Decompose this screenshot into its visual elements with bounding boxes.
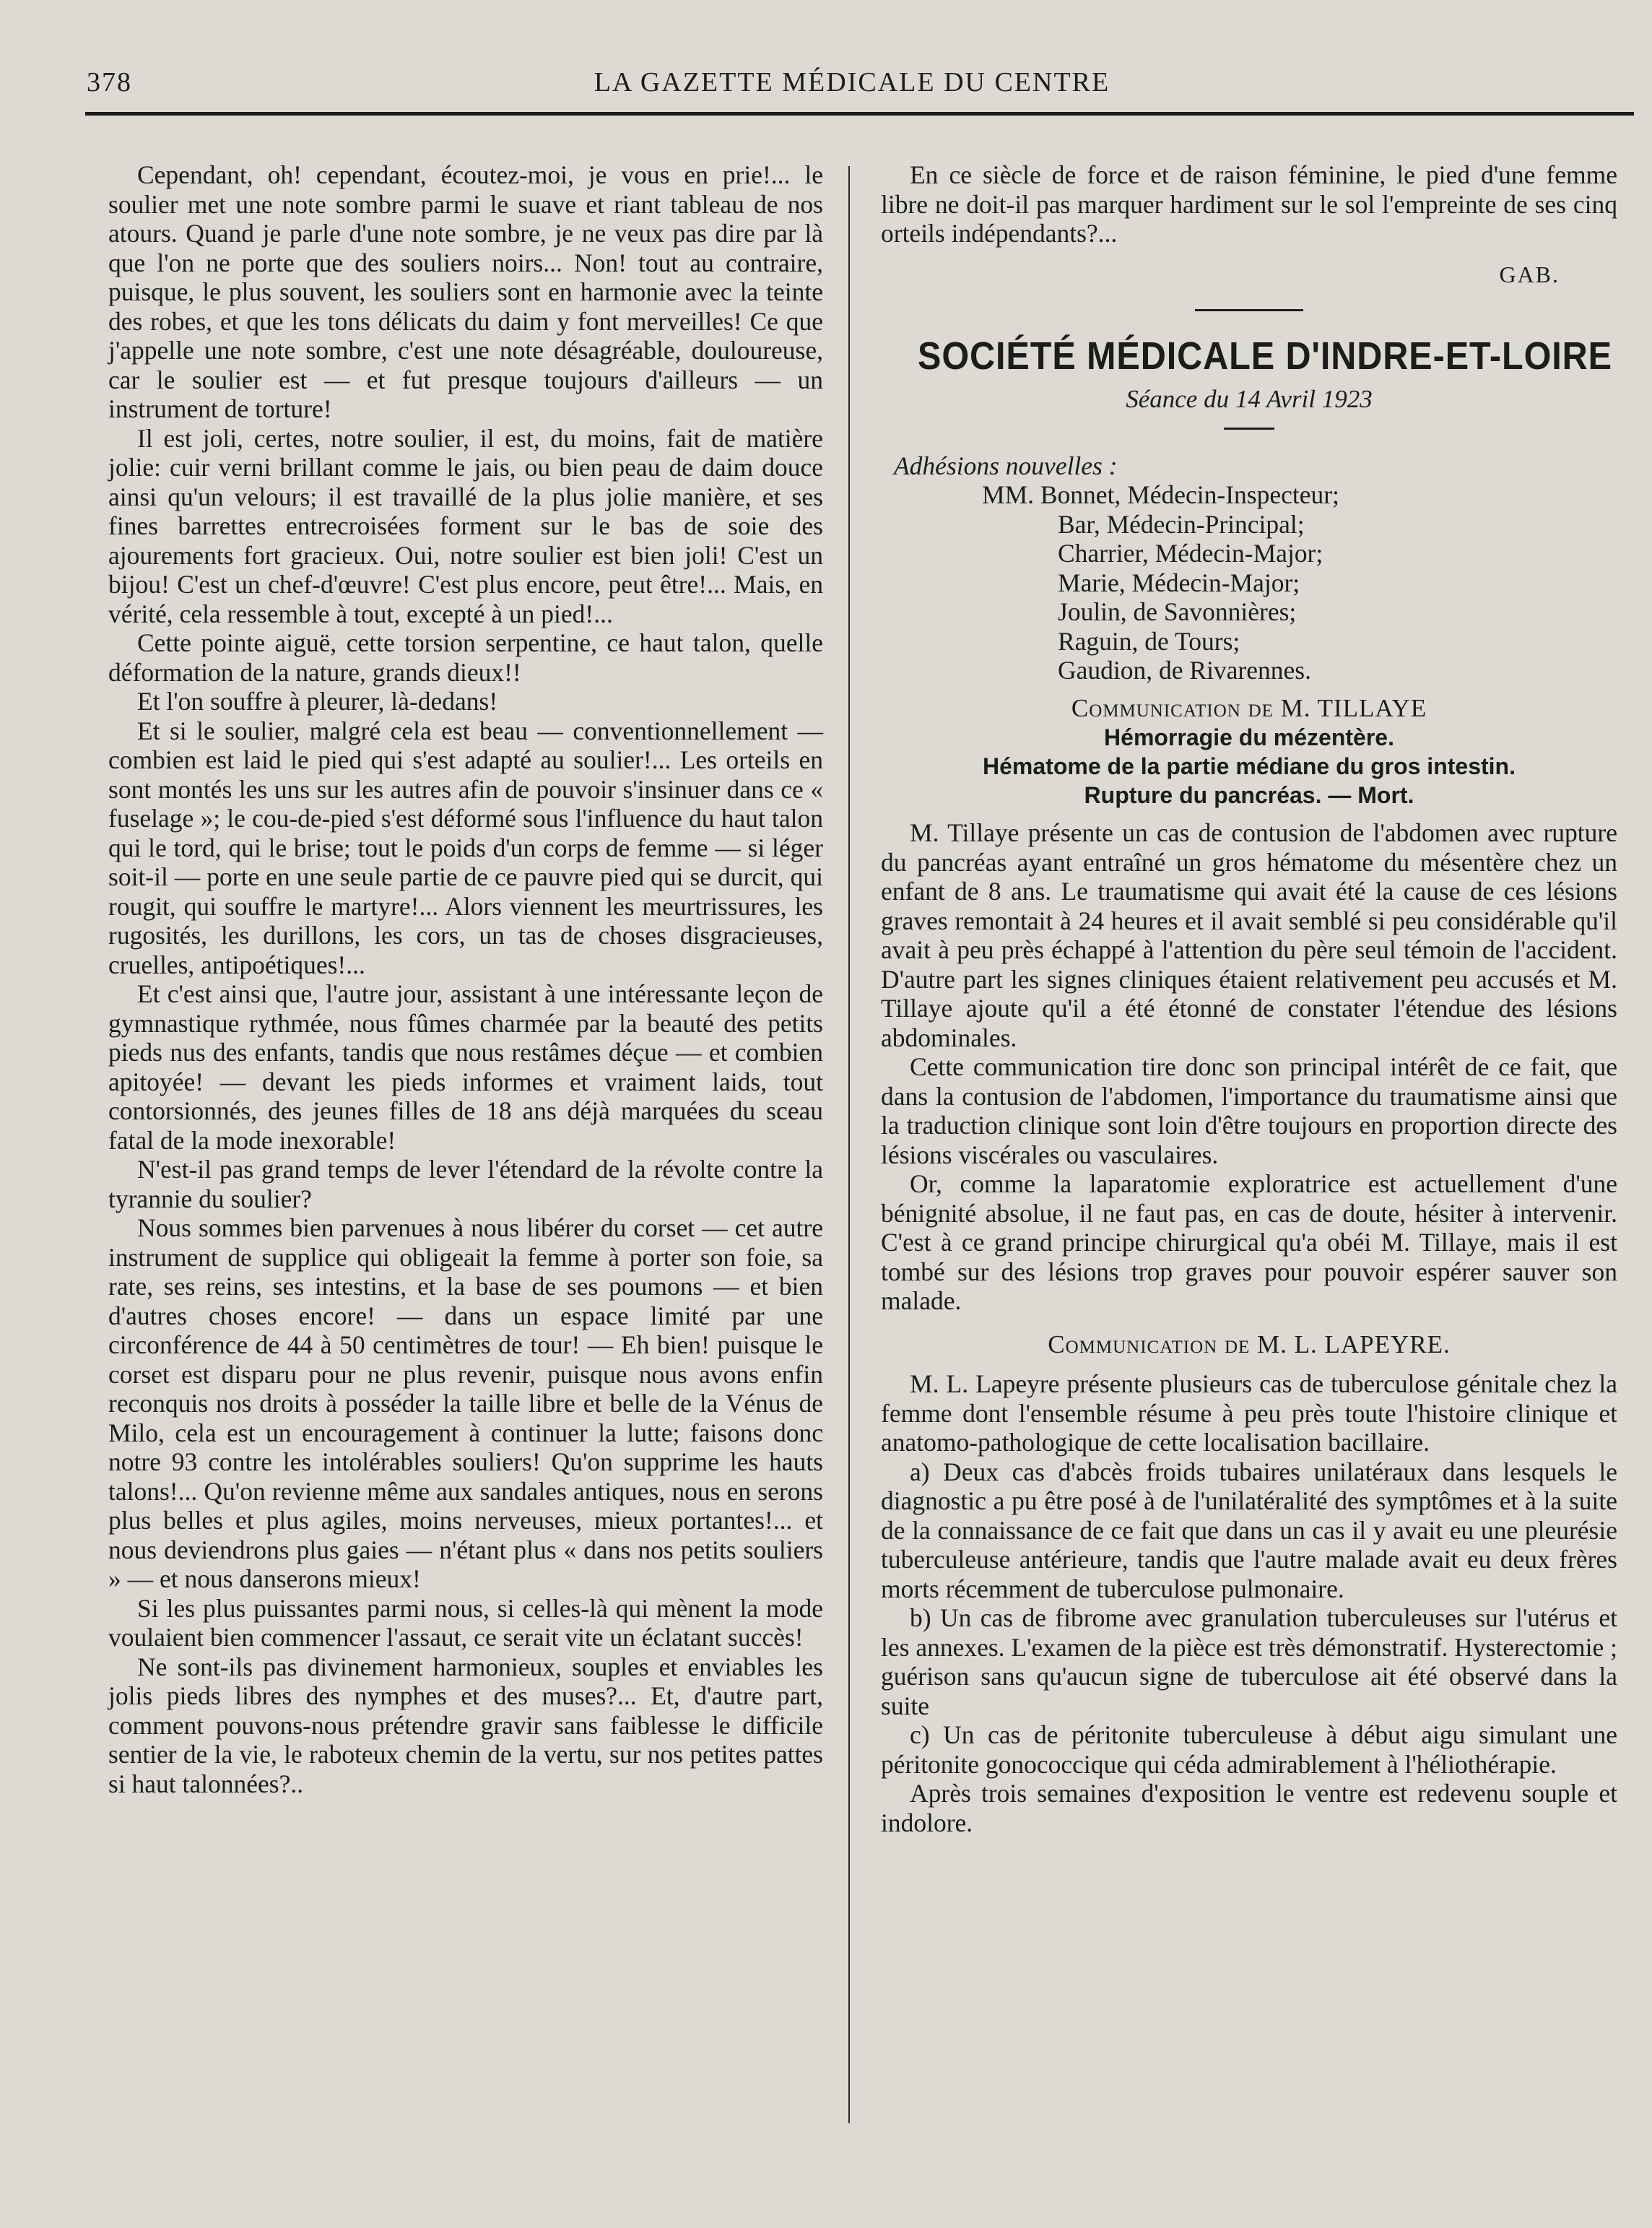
paragraph: Cette communication tire donc son principal intérêt de ce fait, que dans la contusion de l'abdomen, l'importance du traumatisme ainsi que la traduction clinique sont loin d'être toujours en proportion directe des lésions viscérales ou vasculaires.	[881, 1052, 1617, 1169]
page-header	[72, 59, 1632, 103]
paragraph: Et si le soulier, malgré cela est beau — conventionnellement — combien est laid le pied qui s'est adapté au soulier!... Les orteils en sont montés les uns sur les autres afin de pouvoir s'insinuer dans ce « fuselage »; le cou-de-pied s'est déformé sous l'influence du haut talon qui le tord, qui le brise; tout le poids d'un corps de femme — si léger soit-il — porte en une seule partie de ce pauvre pied qui se durcit, qui rougit, qui souffre le martyre!... Alors viennent les meurtrissures, les rugosités, les durillons, les cors, un tas de choses disgracieuses, cruelles, antipoétiques!...	[108, 716, 823, 979]
page-number: 378	[87, 67, 132, 97]
members-list	[982, 480, 1617, 685]
paragraph: Il est joli, certes, notre soulier, il est, du moins, fait de matière jolie: cuir verni brillant comme le jais, ou bien peau de daim douce ainsi qu'un velours; il est travaillé de la plus jolie manière, et ses fines barrettes entrecroisées forment sur le bas de soie des ajourements fort gracieux. Oui, notre soulier est bien joli! C'est un bijou! C'est un chef-d'œuvre! C'est plus encore, peut être!... Mais, en vérité, cela ressemble à tout, excepté à un pied!...	[108, 423, 823, 628]
column-divider	[848, 166, 850, 2123]
member-entry: MM. Bonnet, Médecin-Inspecteur;	[982, 480, 1339, 509]
paragraph: Après trois semaines d'exposition le ventre est redevenu souple et indolore.	[881, 1779, 1617, 1837]
society-title: SOCIÉTÉ MÉDICALE D'INDRE-ET-LOIRE	[918, 334, 1613, 378]
seance-date: Séance du 14 Avril 1923	[1126, 385, 1373, 413]
paragraph: Cette pointe aiguë, cette torsion serpentine, ce haut talon, quelle déformation de la nature, grands dieux!!	[108, 628, 823, 687]
paragraph: Si les plus puissantes parmi nous, si celles-là qui mènent la mode voulaient bien commencer l'assaut, ce serait vite un éclatant succès!	[108, 1593, 823, 1652]
adhesions-label: Adhésions nouvelles :	[894, 451, 1118, 480]
member-entry: Gaudion, de Rivarennes.	[1058, 656, 1311, 685]
right-column	[881, 160, 1617, 1837]
section-rule	[1195, 309, 1303, 311]
paragraph: Or, comme la laparatomie exploratrice est actuellement d'une bénignité absolue, il ne faut pas, en cas de doute, hésiter à intervenir. C'est à ce grand principe chirurgical qu'a obéi M. Tillaye, mais il est tombé sur des lésions trop graves pour pouvoir espérer sauver son malade.	[881, 1169, 1617, 1315]
member-entry: Bar, Médecin-Principal;	[1058, 509, 1305, 539]
paragraph: Nous sommes bien parvenues à nous libérer du corset — cet autre instrument de supplice qui obligeait la femme à porter son foie, sa rate, ses reins, ses intestins, et la base de ses poumons — et bien d'autres choses encore! — dans un espace limité par une circonférence de 44 à 50 centimètres de tour! — Eh bien! puisque le corset est disparu pour ne plus revenir, puisque nous avons enfin reconquis nos droits à posséder la taille libre et belle de la Vénus de Milo, cela est un encouragement à continuer la lutte; faisons donc notre 93 contre les intolérables souliers! Qu'on supprime les hauts talons!... Qu'on revienne même aux sandales antiques, nous en serons plus belles et plus agiles, moins nerveuses, mieux portantes!... et nous deviendrons plus gaies — n'étant plus « dans nos petits souliers » — et nous danserons mieux!	[108, 1213, 823, 1593]
paragraph: Et c'est ainsi que, l'autre jour, assistant à une intéressante leçon de gymnastique rythmée, nous fûmes charmée par la beauté des petits pieds nus des enfants, tandis que nous restâmes déçue — et combien apitoyée! — devant les pieds informes et vraiment laids, tout contorsionnés, des jeunes filles de 18 ans déjà marquées du sceau fatal de la mode inexorable!	[108, 979, 823, 1155]
header-rule	[85, 112, 1634, 116]
paragraph: M. Tillaye présente un cas de contusion de l'abdomen avec rupture du pancréas ayant entraîné un gros hématome du mésentère chez un enfant de 8 ans. Le traumatisme qui avait été la cause de ces lésions graves remontait à 24 heures et il avait semblé si peu considérable qu'il avait à peu près échappé à l'attention du père seul témoin de l'accident. D'autre part les signes cliniques étaient relativement peu accusés et M. Tillaye ajoute qu'il a été étonné de constater l'étendue des lésions abdominales.	[881, 818, 1617, 1052]
author-signature: GAB.	[1499, 261, 1560, 287]
journal-title: LA GAZETTE MÉDICALE DU CENTRE	[594, 67, 1110, 97]
left-column	[108, 160, 823, 1798]
intro-paragraph: En ce siècle de force et de raison féminine, le pied d'une femme libre ne doit-il pas marquer hardiment sur le sol l'empreinte de ses cinq orteils indépendants?...	[881, 160, 1617, 248]
paragraph: M. L. Lapeyre présente plusieurs cas de tuberculose génitale chez la femme dont l'ensemble résume à peu près toute l'histoire clinique et anatomo-pathologique de cette localisation bacillaire.	[881, 1369, 1617, 1457]
paragraph: Cependant, oh! cependant, écoutez-moi, je vous en prie!... le soulier met une note sombre parmi le suave et riant tableau de nos atours. Quand je parle d'une note sombre, je ne veux pas dire par là que l'on ne porte que des souliers noirs... Non! tout au contraire, puisque, le plus souvent, les souliers sont en harmonie avec la teinte des robes, et que les tons délicats du daim y font merveilles! Ce que j'appelle une note sombre, c'est une note désagréable, douloureuse, car le soulier est — et fut presque toujours d'ailleurs — un instrument de torture!	[108, 160, 823, 423]
section-rule	[1224, 428, 1274, 430]
communication-title-line: Hématome de la partie médiane du gros intestin.	[983, 753, 1516, 779]
paragraph: Et l'on souffre à pleurer, là-dedans!	[137, 687, 498, 716]
paragraph: Ne sont-ils pas divinement harmonieux, souples et enviables les jolis pieds libres des nymphes et des muses?... Et, d'autre part, comment pouvons-nous prétendre gravir sans faiblesse le difficile sentier de la vie, le raboteux chemin de la vertu, sur nos petites pattes si haut talonnées?..	[108, 1652, 823, 1798]
paragraph: c) Un cas de péritonite tuberculeuse à début aigu simulant une péritonite gonococcique qui céda admirablement à l'héliothérapie.	[881, 1720, 1617, 1779]
communication-heading: Communication de M. L. LAPEYRE.	[1048, 1330, 1451, 1358]
paragraph: a) Deux cas d'abcès froids tubaires unilatéraux dans lesquels le diagnostic a pu être posé à de l'unilatéralité des symptômes et à la suite de la connaissance de ce fait que dans un cas il y avait eu une pleurésie tuberculeuse antérieure, tandis que l'autre malade avait eu deux frères morts récemment de tuberculose pulmonaire.	[881, 1457, 1617, 1603]
paragraph: N'est-il pas grand temps de lever l'étendard de la révolte contre la tyrannie du soulier?	[108, 1155, 823, 1213]
communication-title-line: Hémorragie du mézentère.	[1104, 724, 1394, 750]
paragraph: b) Un cas de fibrome avec granulation tuberculeuses sur l'utérus et les annexes. L'examen de la pièce est très démonstratif. Hysterectomie ; guérison sans qu'aucun signe de tuberculose ait été observé dans la suite	[881, 1603, 1617, 1720]
member-entry: Raguin, de Tours;	[1058, 626, 1240, 656]
member-entry: Joulin, de Savonnières;	[1058, 597, 1297, 626]
member-entry: Charrier, Médecin-Major;	[1058, 539, 1323, 568]
communication-heading: Communication de M. TILLAYE	[1071, 693, 1427, 722]
member-entry: Marie, Médecin-Major;	[1058, 568, 1300, 597]
communication-title-line: Rupture du pancréas. — Mort.	[1084, 782, 1414, 808]
